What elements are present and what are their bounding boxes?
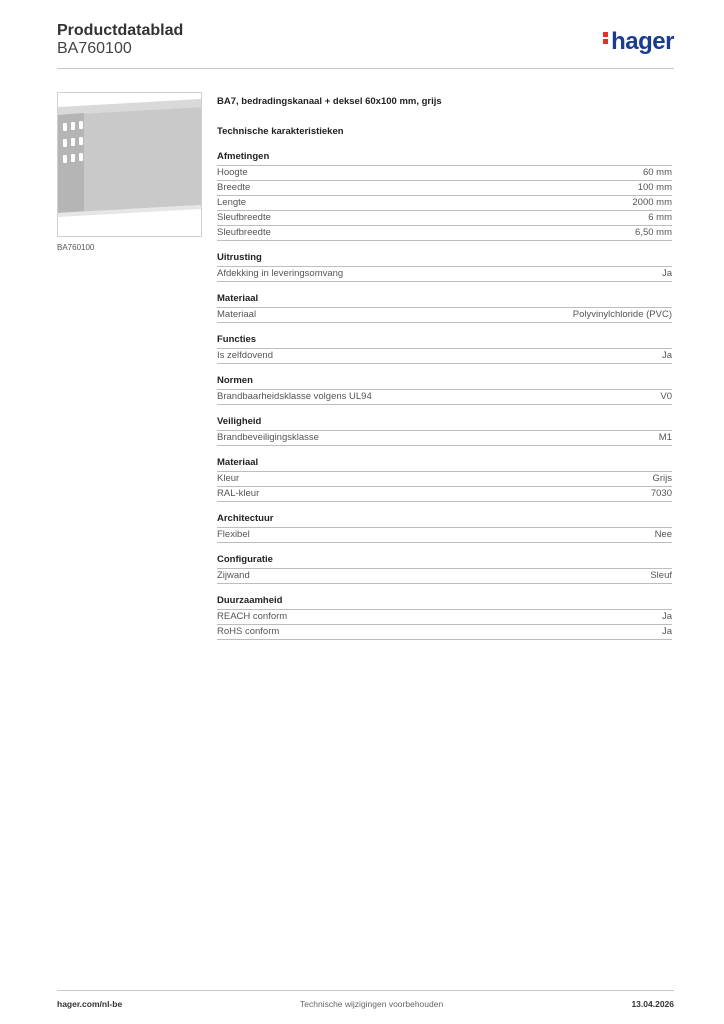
document-title: Productdatablad: [57, 22, 184, 39]
spec-row: [217, 267, 672, 282]
photo-caption: BA760100: [57, 243, 95, 252]
spec-label: RAL-kleur: [217, 488, 260, 499]
section-title: Veiligheid: [217, 416, 672, 431]
section-title: Duurzaamheid: [217, 595, 672, 610]
spec-row: [217, 181, 672, 196]
spec-row: [217, 472, 672, 487]
spec-value: 100 mm: [637, 182, 672, 193]
spec-label: Kleur: [217, 473, 240, 484]
spec-label: Is zelfdovend: [217, 350, 273, 361]
product-name: BA7, bedradingskanaal + deksel 60x100 mm, grijs: [217, 96, 442, 107]
spec-row: [217, 211, 672, 226]
product-code: BA760100: [57, 40, 132, 57]
spec-row: [217, 528, 672, 543]
spec-section: [217, 513, 672, 543]
spec-content: [217, 96, 672, 640]
spec-label: Materiaal: [217, 309, 257, 320]
spec-label: Afdekking in leveringsomvang: [217, 268, 344, 279]
spec-value: Polyvinylchloride (PVC): [572, 309, 672, 320]
spec-label: Brandbeveiligingsklasse: [217, 432, 319, 443]
spec-label: Flexibel: [217, 529, 250, 540]
spec-section: [217, 293, 672, 323]
spec-row: [217, 431, 672, 446]
spec-row: [217, 390, 672, 405]
section-title: Normen: [217, 375, 672, 390]
technical-heading: Technische karakteristieken: [217, 126, 344, 137]
page-header: [57, 20, 674, 69]
spec-value: V0: [660, 391, 672, 402]
spec-row: [217, 308, 672, 323]
spec-section: [217, 151, 672, 241]
footer-notice: Technische wijzigingen voorbehouden: [300, 999, 444, 1009]
spec-value: Sleuf: [650, 570, 672, 581]
spec-row: [217, 226, 672, 241]
hager-logo: hager: [603, 28, 674, 56]
section-title: Uitrusting: [217, 252, 672, 267]
page-footer: [57, 990, 674, 1011]
footer-website[interactable]: hager.com/nl-be: [57, 999, 123, 1009]
spec-label: Brandbaarheidsklasse volgens UL94: [217, 391, 372, 402]
footer-date: 13.04.2026: [631, 999, 674, 1009]
spec-section: [217, 595, 672, 640]
cable-duct-image: [58, 93, 201, 236]
spec-section: [217, 554, 672, 584]
spec-value: Ja: [661, 626, 672, 637]
spec-value: 6 mm: [648, 212, 672, 223]
spec-value: Ja: [661, 611, 672, 622]
product-photo: [57, 92, 202, 237]
spec-sections: [217, 151, 672, 640]
spec-label: Hoogte: [217, 167, 248, 178]
spec-value: Grijs: [652, 473, 672, 484]
spec-section: [217, 457, 672, 502]
section-title: Architectuur: [217, 513, 672, 528]
spec-label: Sleufbreedte: [217, 227, 271, 238]
section-title: Materiaal: [217, 457, 672, 472]
section-title: Configuratie: [217, 554, 672, 569]
spec-value: 60 mm: [642, 167, 672, 178]
section-title: Afmetingen: [217, 151, 672, 166]
section-title: Functies: [217, 334, 672, 349]
spec-section: [217, 375, 672, 405]
spec-label: REACH conform: [217, 611, 288, 622]
spec-section: [217, 252, 672, 282]
spec-label: Zijwand: [217, 570, 250, 581]
logo-dots-icon: [603, 30, 609, 46]
spec-value: Ja: [661, 268, 672, 279]
spec-row: [217, 487, 672, 502]
spec-row: [217, 196, 672, 211]
spec-value: Nee: [654, 529, 672, 540]
spec-row: [217, 625, 672, 640]
spec-value: 7030: [650, 488, 672, 499]
spec-label: Lengte: [217, 197, 247, 208]
spec-section: [217, 334, 672, 364]
spec-label: Breedte: [217, 182, 251, 193]
spec-label: Sleufbreedte: [217, 212, 271, 223]
spec-row: [217, 569, 672, 584]
spec-label: RoHS conform: [217, 626, 280, 637]
spec-value: M1: [658, 432, 672, 443]
section-title: Materiaal: [217, 293, 672, 308]
spec-row: [217, 610, 672, 625]
spec-row: [217, 166, 672, 181]
spec-section: [217, 416, 672, 446]
spec-value: 2000 mm: [632, 197, 672, 208]
spec-value: Ja: [661, 350, 672, 361]
spec-value: 6,50 mm: [635, 227, 672, 238]
spec-row: [217, 349, 672, 364]
